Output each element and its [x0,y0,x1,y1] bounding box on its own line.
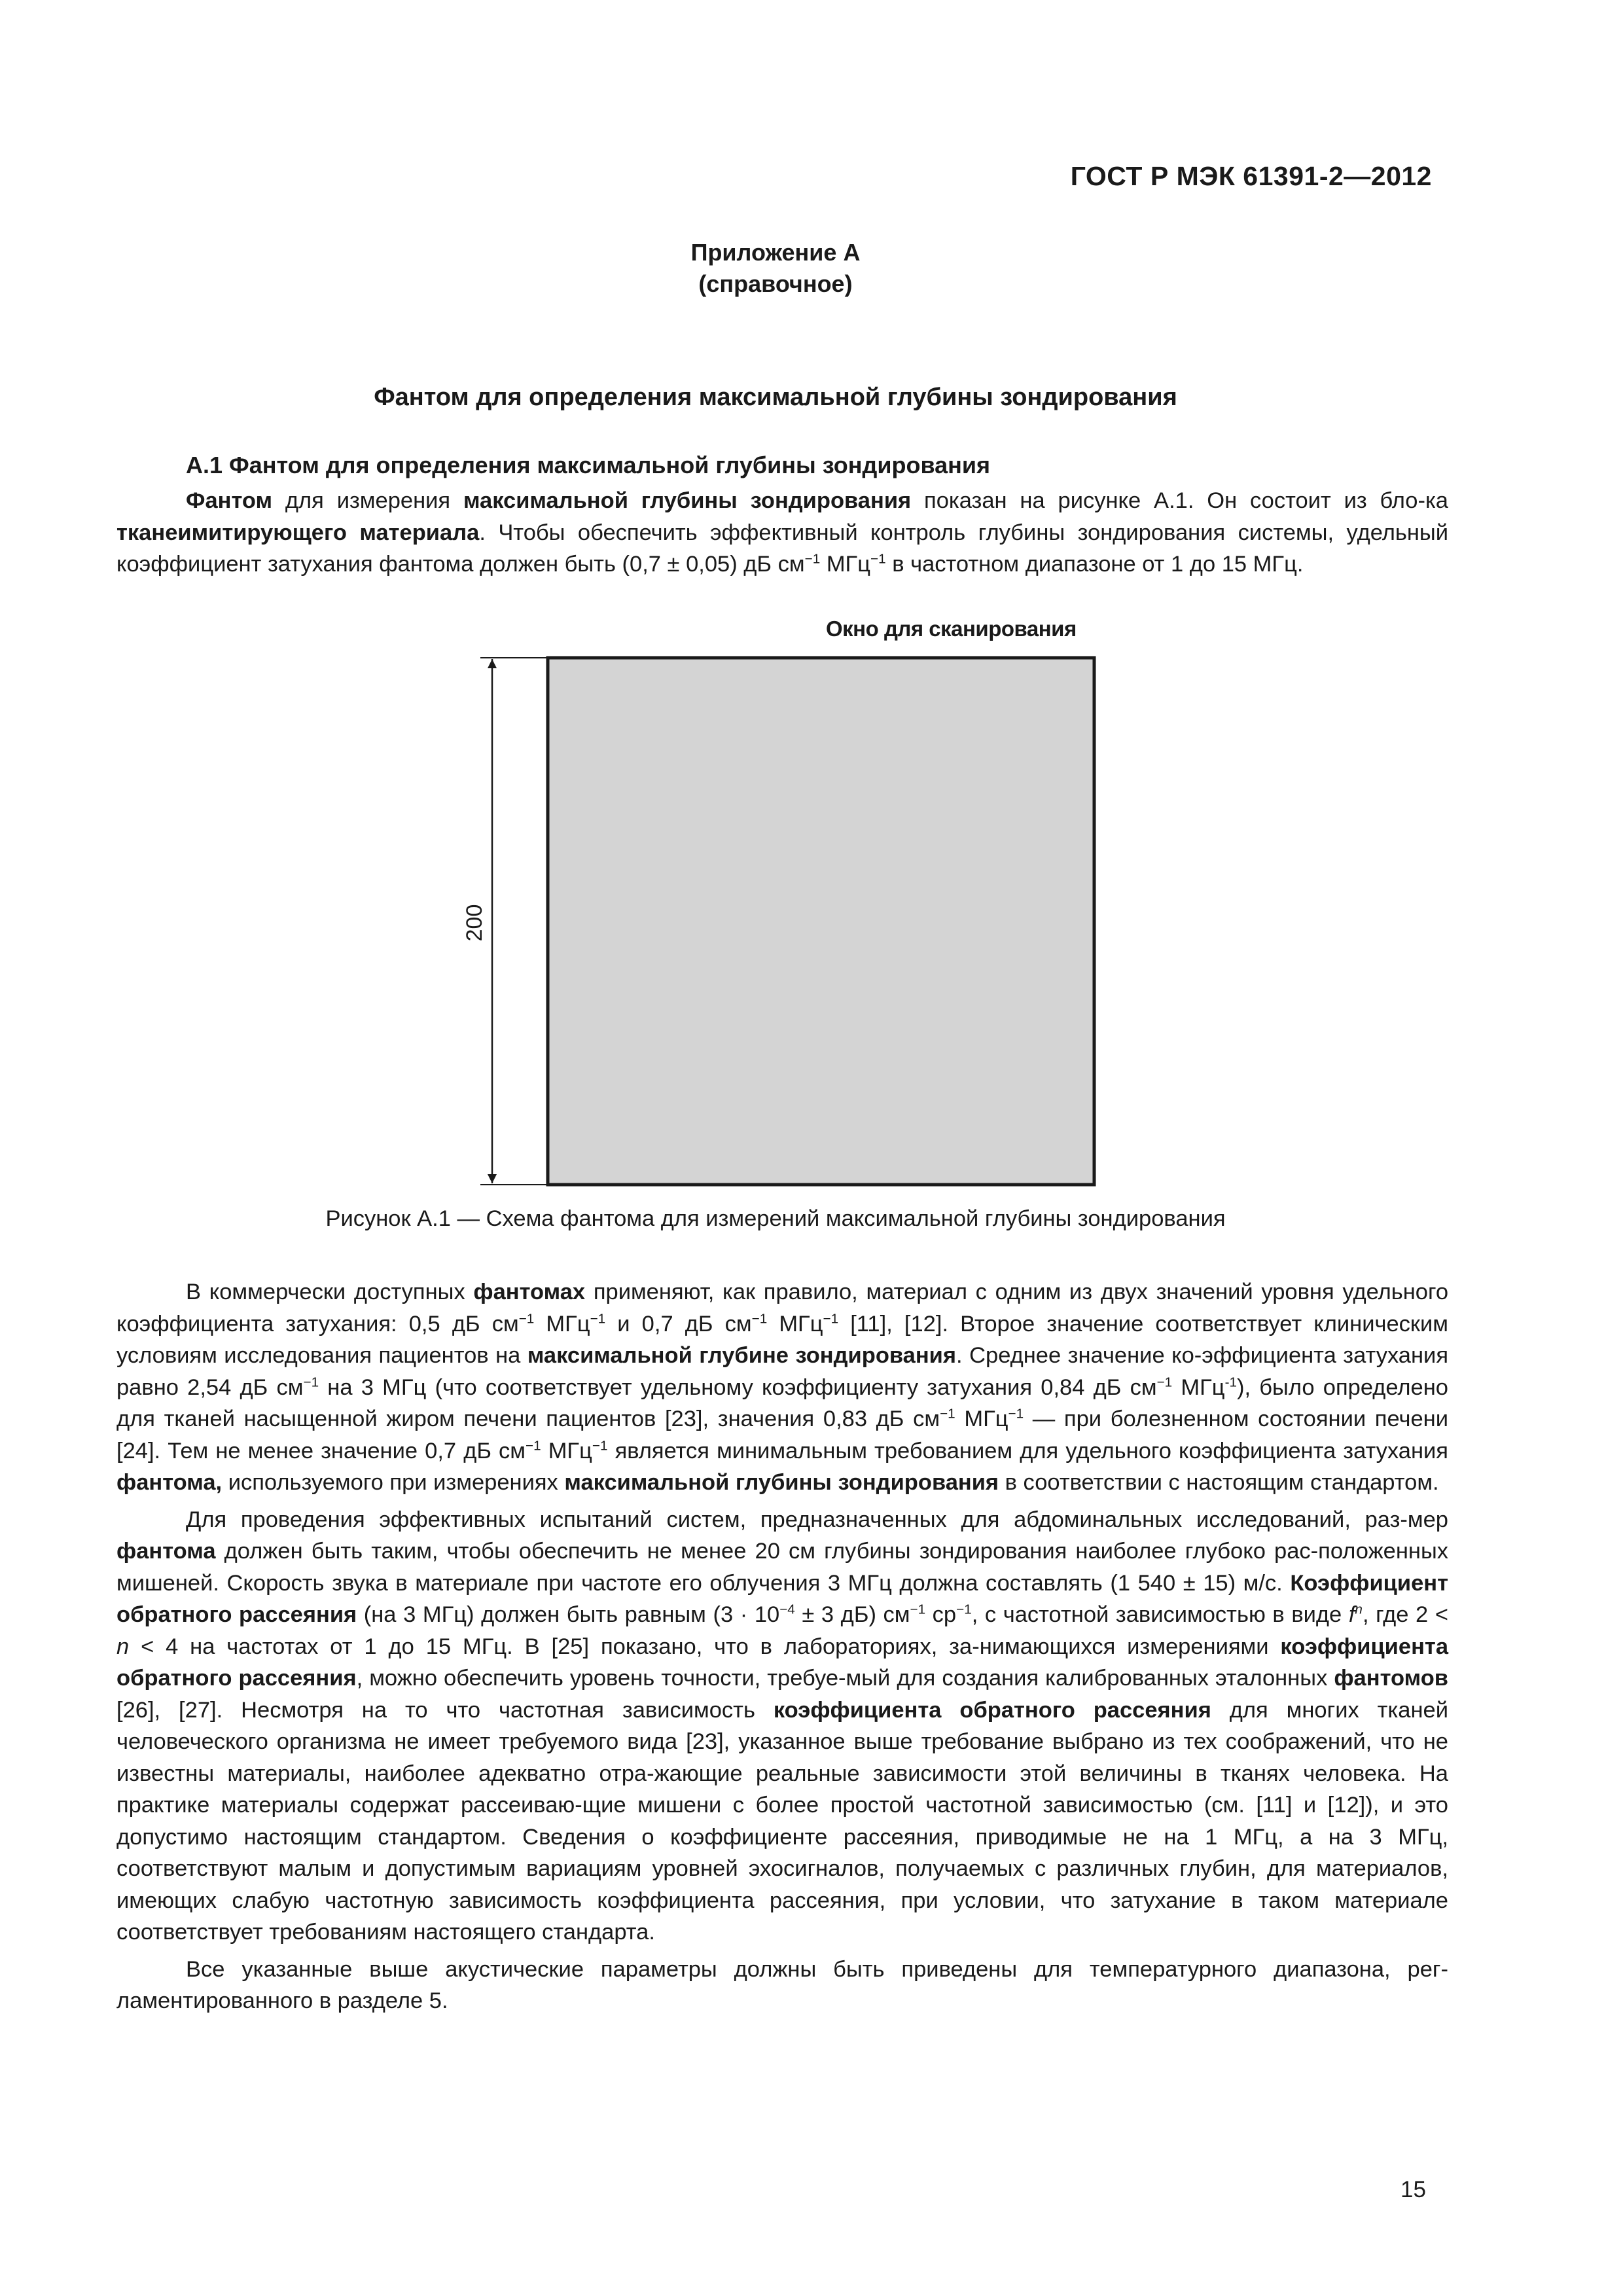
document-code: ГОСТ Р МЭК 61391-2—2012 [1070,161,1432,191]
dimension-label: 200 [462,904,487,942]
paragraph-2: В коммерчески доступных фантомах применяют, как правило, материал с одним из двух значений уровня удельного коэффициента затухания: 0,5 дБ $см^{-1}$ МГц$^{-1}$ и 0,7 дБ $см^{-1}$ МГц$^{-1}$ [11], [12]. Второе значение соответствует клиническим условиям исследования пациентов на максимальной глубине зондирования. Среднее значение ко-эффициента затухания равно 2,54 дБ $см^{-1}$ на 3 МГц (что соответствует удельному коэффициенту затухания 0,84 дБ $см^{-1}$ МГц$^{-1}$), было определено для тканей насыщенной жиром печени пациентов [23], значения 0,83 дБ $см^{-1}$ МГц$^{-1}$ — при болезненном состоянии печени [24]. Тем не менее значение 0,7 дБ $см^{-1}$ МГц$^{-1}$ является минимальным требованием для удельного коэффициента затухания фантома, используемого при измерениях максимальной глубины зондирования в соответствии с настоящим стандартом. [116,1280,1449,1495]
phantom-block [548,658,1094,1185]
intro-text [116,485,1448,581]
paragraph-3: Для проведения эффективных испытаний систем, предназначенных для абдоминальных исследований, раз-мер фантома должен быть таким, чтобы обеспечить не менее 20 см глубины зондирования наиболее глубоко рас-положенных мишеней. Скорость звука в материале при частоте его облучения 3 МГц должна составлять (1 540 ± 15) м/с. Коэффициент обратного рассеяния (на 3 МГц) должен быть равным ($3 \cdot 10^{-4} \pm 3$ дБ) $см^{-1}$ $ср^{-1}$, с частотной зависимостью в виде $f^n$, где 2 < n < 4 на частотах от 1 до 15 МГц. В [25] показано, что в лабораториях, за-нимающихся измерениями коэффициента обратного рассеяния, можно обеспечить уровень точности, требуе-мый для создания калиброванных эталонных фантомов [26], [27]. Несмотря на то что частотная зависимость коэффициента обратного рассеяния для многих тканей человеческого организма не имеет требуемого вида [23], указанное выше требование выбрано из тех соображений, что не известны материалы, наиболее адекватно отра-жающие реальные зависимости этой величины в тканях человека. На практике материалы содержат рассеиваю-щие мишени с более простой частотной зависимостью (см. [11] и [12]), и это допустимо настоящим стандартом. Сведения о коэффициенте рассеяния, приводимые не на 1 МГц, а на 3 МГц, соответствуют малым и допустимым вариациям уровней эхосигналов, получаемых с различных глубин, для материалов, имеющих слабую частотную зависимость коэффициента рассеяния, при условии, что затухание в таком материале соответствует требованиям настоящего стандарта. [116,1507,1448,1945]
body-text [116,1276,1448,2017]
page-number: 15 [1400,2177,1426,2202]
document-title: Фантом для определения максимальной глубины зондирования [374,384,1177,411]
section-heading: А.1 Фантом для определения максимальной глубины зондирования [186,452,991,478]
appendix-subtitle: (справочное) [698,270,853,297]
scan-window-label: Окно для сканирования [826,617,1077,641]
paragraph-1: Фантом для измерения максимальной глубины зондирования показан на рисунке А.1. Он состоит из бло-ка тканеимитирующего материала. Чтобы обеспечить эффективный контроль глубины зондирования системы, удельный коэффициент затухания фантома должен быть (0,7 ± 0,05) дБ $см^{-1}$ МГц$^{-1}$ в частотном диапазоне от 1 до 15 МГц. [116,488,1448,577]
appendix-title: Приложение А [690,239,861,266]
paragraph-4: Все указанные выше акустические параметры должны быть приведены для температурного диапазона, рег-ламентированного в разделе 5. [116,1956,1448,2013]
figure-caption: Рисунок А.1 — Схема фантома для измерений максимальной глубины зондирования [325,1206,1226,1231]
phantom-diagram [458,648,1099,1198]
appendix-heading [0,237,1551,300]
